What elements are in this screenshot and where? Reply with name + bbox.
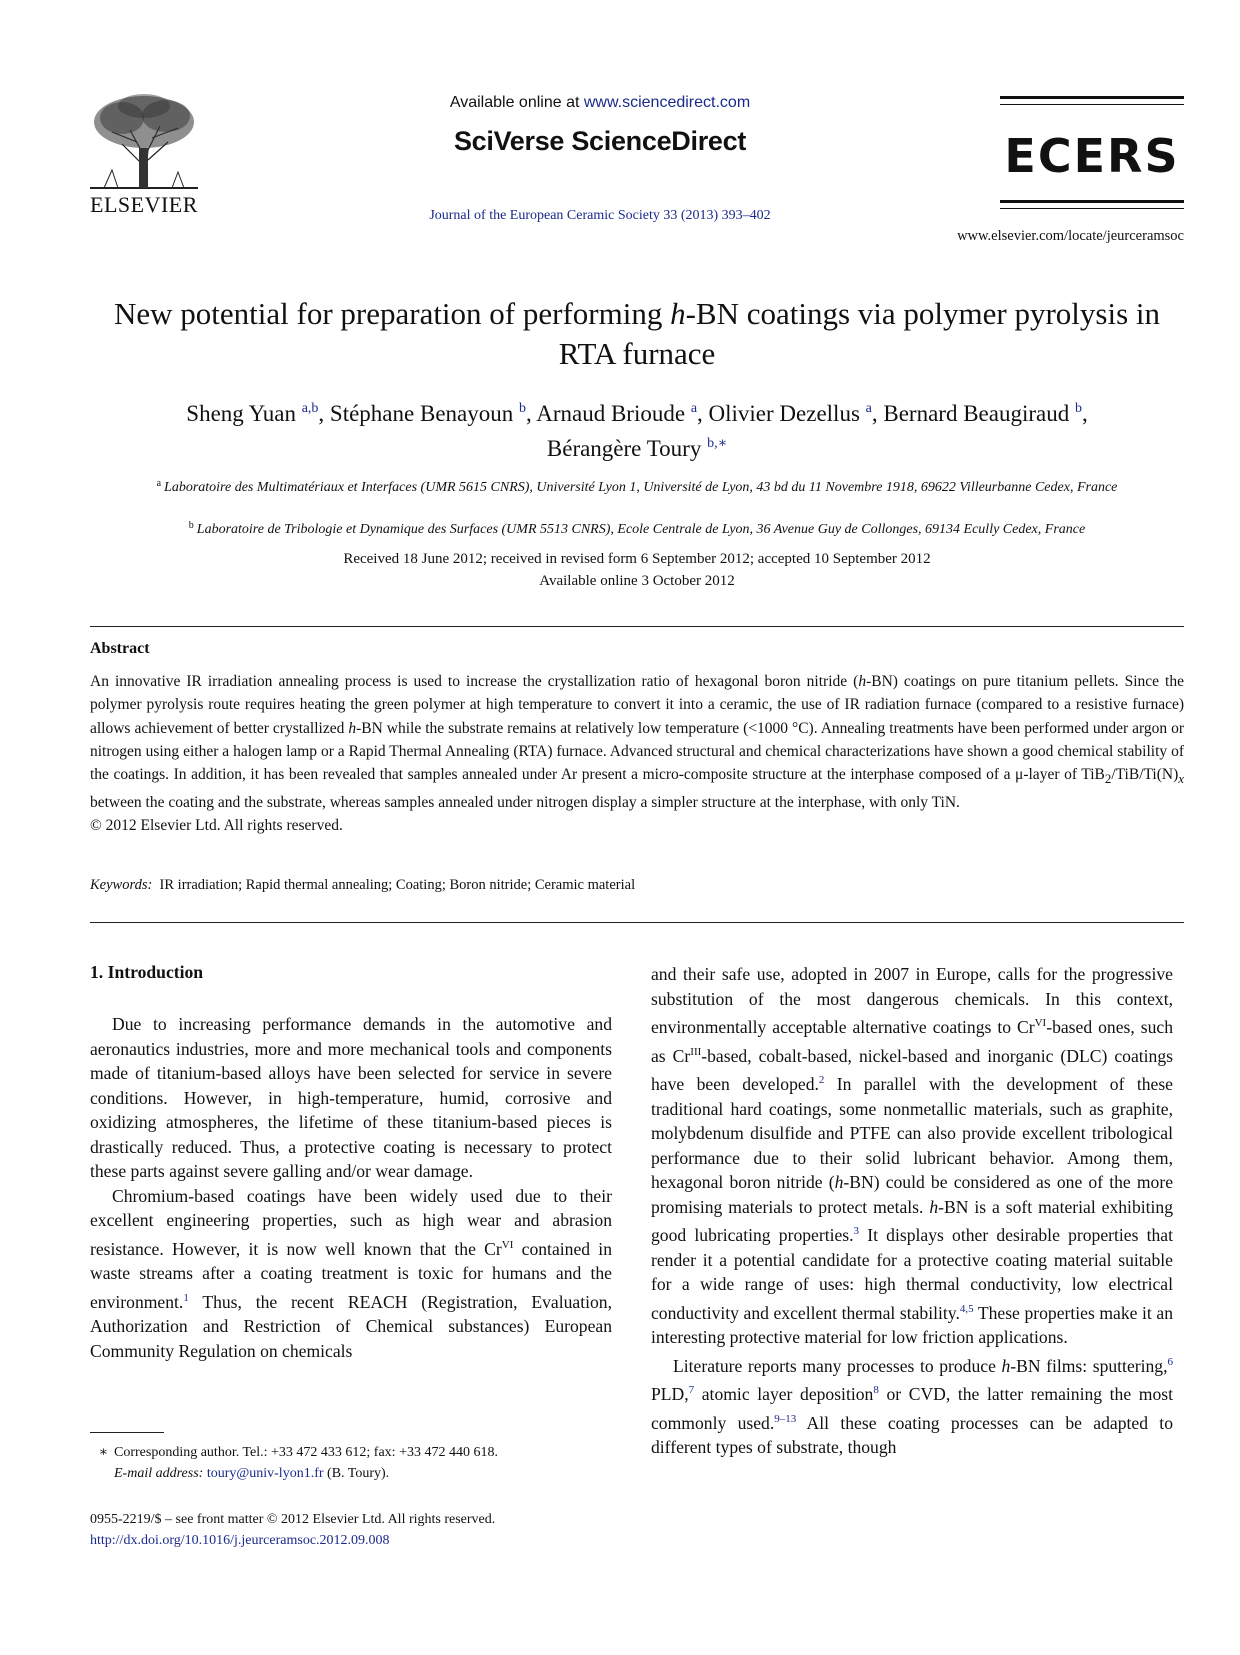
italic-h: h xyxy=(348,719,357,737)
journal-homepage-url[interactable]: www.elsevier.com/locate/jeurceramsoc xyxy=(957,228,1184,244)
affiliation-a xyxy=(90,474,1184,498)
paragraph-text: In parallel with the development of these traditional hard coatings, some nonmetallic materials, such as graphite, molybdenum disulfide and PTFE can also provide excellent tribological performance due to their solid lubricant behavior. Among them, hexagonal boron nitride ( xyxy=(651,1074,1173,1192)
keywords-list: IR irradiation; Rapid thermal annealing; Coating; Boron nitride; Ceramic material xyxy=(159,877,636,893)
author-affiliation-mark[interactable]: b xyxy=(1074,401,1082,416)
citation-link[interactable]: 9–13 xyxy=(774,1412,797,1425)
italic-h: h xyxy=(858,673,867,690)
affiliation-b xyxy=(90,516,1184,540)
keywords xyxy=(90,877,1184,894)
ecers-top-rule xyxy=(1000,96,1184,105)
abstract-bottom-rule xyxy=(90,922,1184,923)
paragraph-text: -based ones, such as Cr xyxy=(651,1017,1174,1066)
citation-link[interactable]: 2 xyxy=(818,1074,825,1086)
corresponding-author-footnote xyxy=(90,1442,690,1484)
oxidation-state: VI xyxy=(501,1238,514,1251)
paragraph xyxy=(90,1184,612,1364)
paragraph-text: -BN is a soft material exhibiting good lubricating properties. xyxy=(651,1196,1173,1245)
author-affiliation-mark[interactable]: a,b xyxy=(301,401,319,416)
available-prefix: Available online at xyxy=(449,94,584,111)
keywords-label: Keywords: xyxy=(90,877,153,893)
ecers-bottom-rule xyxy=(1000,200,1184,209)
abstract-top-rule xyxy=(90,626,1184,627)
author-list: Sheng Yuan $^{a,b}$, Stéphane Benayoun $^b$, Arnaud Brioude $^a$, Olivier Dezellus $^a$, Bernard Beaugiraud $^b$, Bérangère Toury $^{b,∗}$ xyxy=(186,401,1088,461)
author-affiliation-mark[interactable]: b,∗ xyxy=(707,436,728,451)
title-italic-h: h xyxy=(670,296,686,331)
elsevier-wordmark: ELSEVIER xyxy=(90,192,198,217)
doi-link[interactable]: http://dx.doi.org/10.1016/j.jeurceramsoc.2012.09.008 xyxy=(90,1533,390,1548)
author-name[interactable]: Sheng Yuan xyxy=(186,401,296,426)
oxidation-state: VI xyxy=(1034,1017,1047,1029)
abstract-text: between the coating and the substrate, whereas samples annealed under nitrogen display a simpler structure at the interphase, with only TiN. xyxy=(90,793,960,811)
author-name[interactable]: Olivier Dezellus xyxy=(708,401,860,426)
email-suffix: (B. Toury). xyxy=(323,1466,390,1481)
email-link[interactable]: toury@univ-lyon1.fr xyxy=(206,1466,324,1481)
paragraph-text: Chromium-based coatings have been widely used due to their excellent engineering properties, such as high wear and abrasion resistance. However, it is now well known that the Cr xyxy=(90,1185,612,1259)
abstract-text: An innovative IR irradiation annealing process is used to increase the crystallization ratio of hexagonal boron nitride ( xyxy=(90,673,859,690)
title-text-1: New potential for preparation of performing xyxy=(114,296,671,331)
left-column xyxy=(90,1012,612,1363)
paragraph-text: -based, cobalt-based, nickel-based and inorganic (DLC) coatings have been developed. xyxy=(651,1045,1173,1094)
citation-link[interactable]: 7 xyxy=(688,1384,695,1396)
elsevier-logo xyxy=(82,92,206,217)
available-online-date: Available online 3 October 2012 xyxy=(539,573,735,589)
paragraph-text: PLD, xyxy=(651,1384,689,1404)
affiliation-mark: a xyxy=(156,478,162,489)
paragraph-text: or CVD, the latter remaining the most commonly used. xyxy=(651,1384,1173,1433)
received-dates: Received 18 June 2012; received in revised form 6 September 2012; accepted 10 September 2012 xyxy=(343,551,931,567)
sciencedirect-link[interactable]: www.sciencedirect.com xyxy=(583,94,751,111)
article-history xyxy=(90,548,1184,592)
paragraph-text: All these coating processes can be adapted to different types of substrate, though xyxy=(651,1412,1173,1457)
citation-link[interactable]: 8 xyxy=(873,1384,879,1396)
subscript-x: x xyxy=(1178,771,1184,787)
section-heading-introduction: 1. Introduction xyxy=(90,962,204,982)
corresponding-author-text: Corresponding author. Tel.: +33 472 433 612; fax: +33 472 440 618. xyxy=(114,1445,498,1460)
abstract-text: /TiB/Ti(N) xyxy=(1111,766,1179,784)
author-affiliation-mark[interactable]: a xyxy=(690,401,698,416)
journal-reference-link[interactable]: Journal of the European Ceramic Society 33 (2013) 393–402 xyxy=(429,208,771,223)
paragraph-text: -BN films: sputtering, xyxy=(1010,1355,1168,1376)
paragraph-text: contained in waste streams after a coating treatment is toxic for humans and the environment. xyxy=(90,1238,612,1312)
abstract-text: -BN while the substrate remains at relatively low temperature (<1000 °C). Annealing treatments have been performed under argon or nitrogen using either a halogen lamp or a Rapid Thermal Annealing (RTA) furnace. Advanced structural and chemical characterizations have shown a good chemical stability of the coatings. In addition, it has been revealed that samples annealed under Ar present a micro-composite structure at the interphase composed of a μ-layer of TiB xyxy=(90,719,1185,784)
italic-h: h xyxy=(929,1196,939,1217)
footnote-star: ∗ xyxy=(98,1445,108,1460)
paragraph: Due to increasing performance demands in the automotive and aeronautics industries, more and more mechanical tools and components made of titanium-based alloys have been selected for service in severe conditions. However, in high-temperature, humid, corrosive and oxidizing atmospheres, the lifetime of these titanium-based pieces is drastically reduced. Thus, a protective coating is necessary to protect these parts against severe galling and/or wear damage. xyxy=(90,1014,612,1181)
front-matter-copyright xyxy=(90,1509,690,1551)
abstract-text: -BN) coatings on pure titanium pellets. Since the polymer pyrolysis route requires heating the green polymer at high temperature to convert it into a ceramic, the use of IR radiation furnace (compared to a resistive furnace) allows achievement of better crystallized xyxy=(90,673,1184,737)
available-online-line xyxy=(300,94,900,112)
paragraph xyxy=(651,1350,1173,1460)
paragraph-text: Thus, the recent REACH (Registration, Evaluation, Authorization and Restriction of Chemical substances) European Community Regulation on chemicals xyxy=(90,1291,612,1361)
author-name[interactable]: Stéphane Benayoun xyxy=(329,401,514,426)
author-name[interactable]: Bérangère Toury xyxy=(546,436,702,461)
sciverse-logo: SciVerse ScienceDirect xyxy=(453,126,747,156)
italic-h: h xyxy=(834,1172,844,1192)
right-column xyxy=(651,962,1173,1460)
citation-link[interactable]: 1 xyxy=(183,1291,189,1304)
abstract-heading: Abstract xyxy=(90,640,150,657)
paragraph-text: -BN) could be considered as one of the more promising materials to protect metals. xyxy=(651,1172,1174,1217)
subscript-2: 2 xyxy=(1104,771,1112,787)
abstract-copyright: © 2012 Elsevier Ltd. All rights reserved. xyxy=(90,816,343,834)
author-name[interactable]: Bernard Beaugiraud xyxy=(883,401,1070,426)
affiliation-text: Laboratoire des Multimatériaux et Interfaces (UMR 5615 CNRS), Université Lyon 1, Université de Lyon, 43 bd du 11 Novembre 1918, 69622 Villeurbanne Cedex, France xyxy=(164,480,1118,495)
citation-link[interactable]: 6 xyxy=(1167,1355,1173,1368)
ecers-logo: ECERS xyxy=(1004,129,1180,183)
elsevier-tree-icon xyxy=(82,92,206,192)
oxidation-state: III xyxy=(690,1045,702,1058)
article-title xyxy=(90,294,1184,374)
paragraph-text: These properties make it an interesting protective material for low friction applications. xyxy=(651,1302,1174,1347)
author-name[interactable]: Arnaud Brioude xyxy=(536,401,686,426)
footnote-rule xyxy=(90,1432,164,1433)
paragraph-text: and their safe use, adopted in 2007 in Europe, calls for the progressive substitution of the most dangerous chemicals. In this context, environmentally acceptable alternative coatings to Cr xyxy=(651,964,1173,1037)
author-affiliation-mark[interactable]: a xyxy=(865,401,872,416)
affiliation-text: Laboratoire de Tribologie et Dynamique des Surfaces (UMR 5513 CNRS), Ecole Centrale de Lyon, 36 Avenue Guy de Collonges, 69134 Ecully Cedex, France xyxy=(196,522,1086,537)
author-affiliation-mark[interactable]: b xyxy=(519,401,526,416)
citation-link[interactable]: 3 xyxy=(853,1225,860,1237)
affiliation-mark: b xyxy=(188,520,194,531)
italic-h: h xyxy=(1001,1355,1011,1376)
paragraph-text: Literature reports many processes to produce xyxy=(673,1355,1002,1376)
abstract-body xyxy=(90,670,1184,837)
title-text-2: -BN coatings via polymer pyrolysis in RTA furnace xyxy=(558,296,1160,371)
paragraph-text: It displays other desirable properties that render it a potential candidate for a protective coating material suitable for a wide range of uses: high thermal conductivity, low electrical conductivity and excellent thermal stability. xyxy=(651,1225,1173,1323)
citation-link[interactable]: 4,5 xyxy=(959,1302,974,1315)
email-label: E-mail address: xyxy=(114,1466,204,1481)
paragraph-text: atomic layer deposition xyxy=(694,1384,874,1404)
paragraph xyxy=(651,962,1173,1350)
issn-line: 0955-2219/$ – see front matter © 2012 Elsevier Ltd. All rights reserved. xyxy=(90,1512,496,1527)
